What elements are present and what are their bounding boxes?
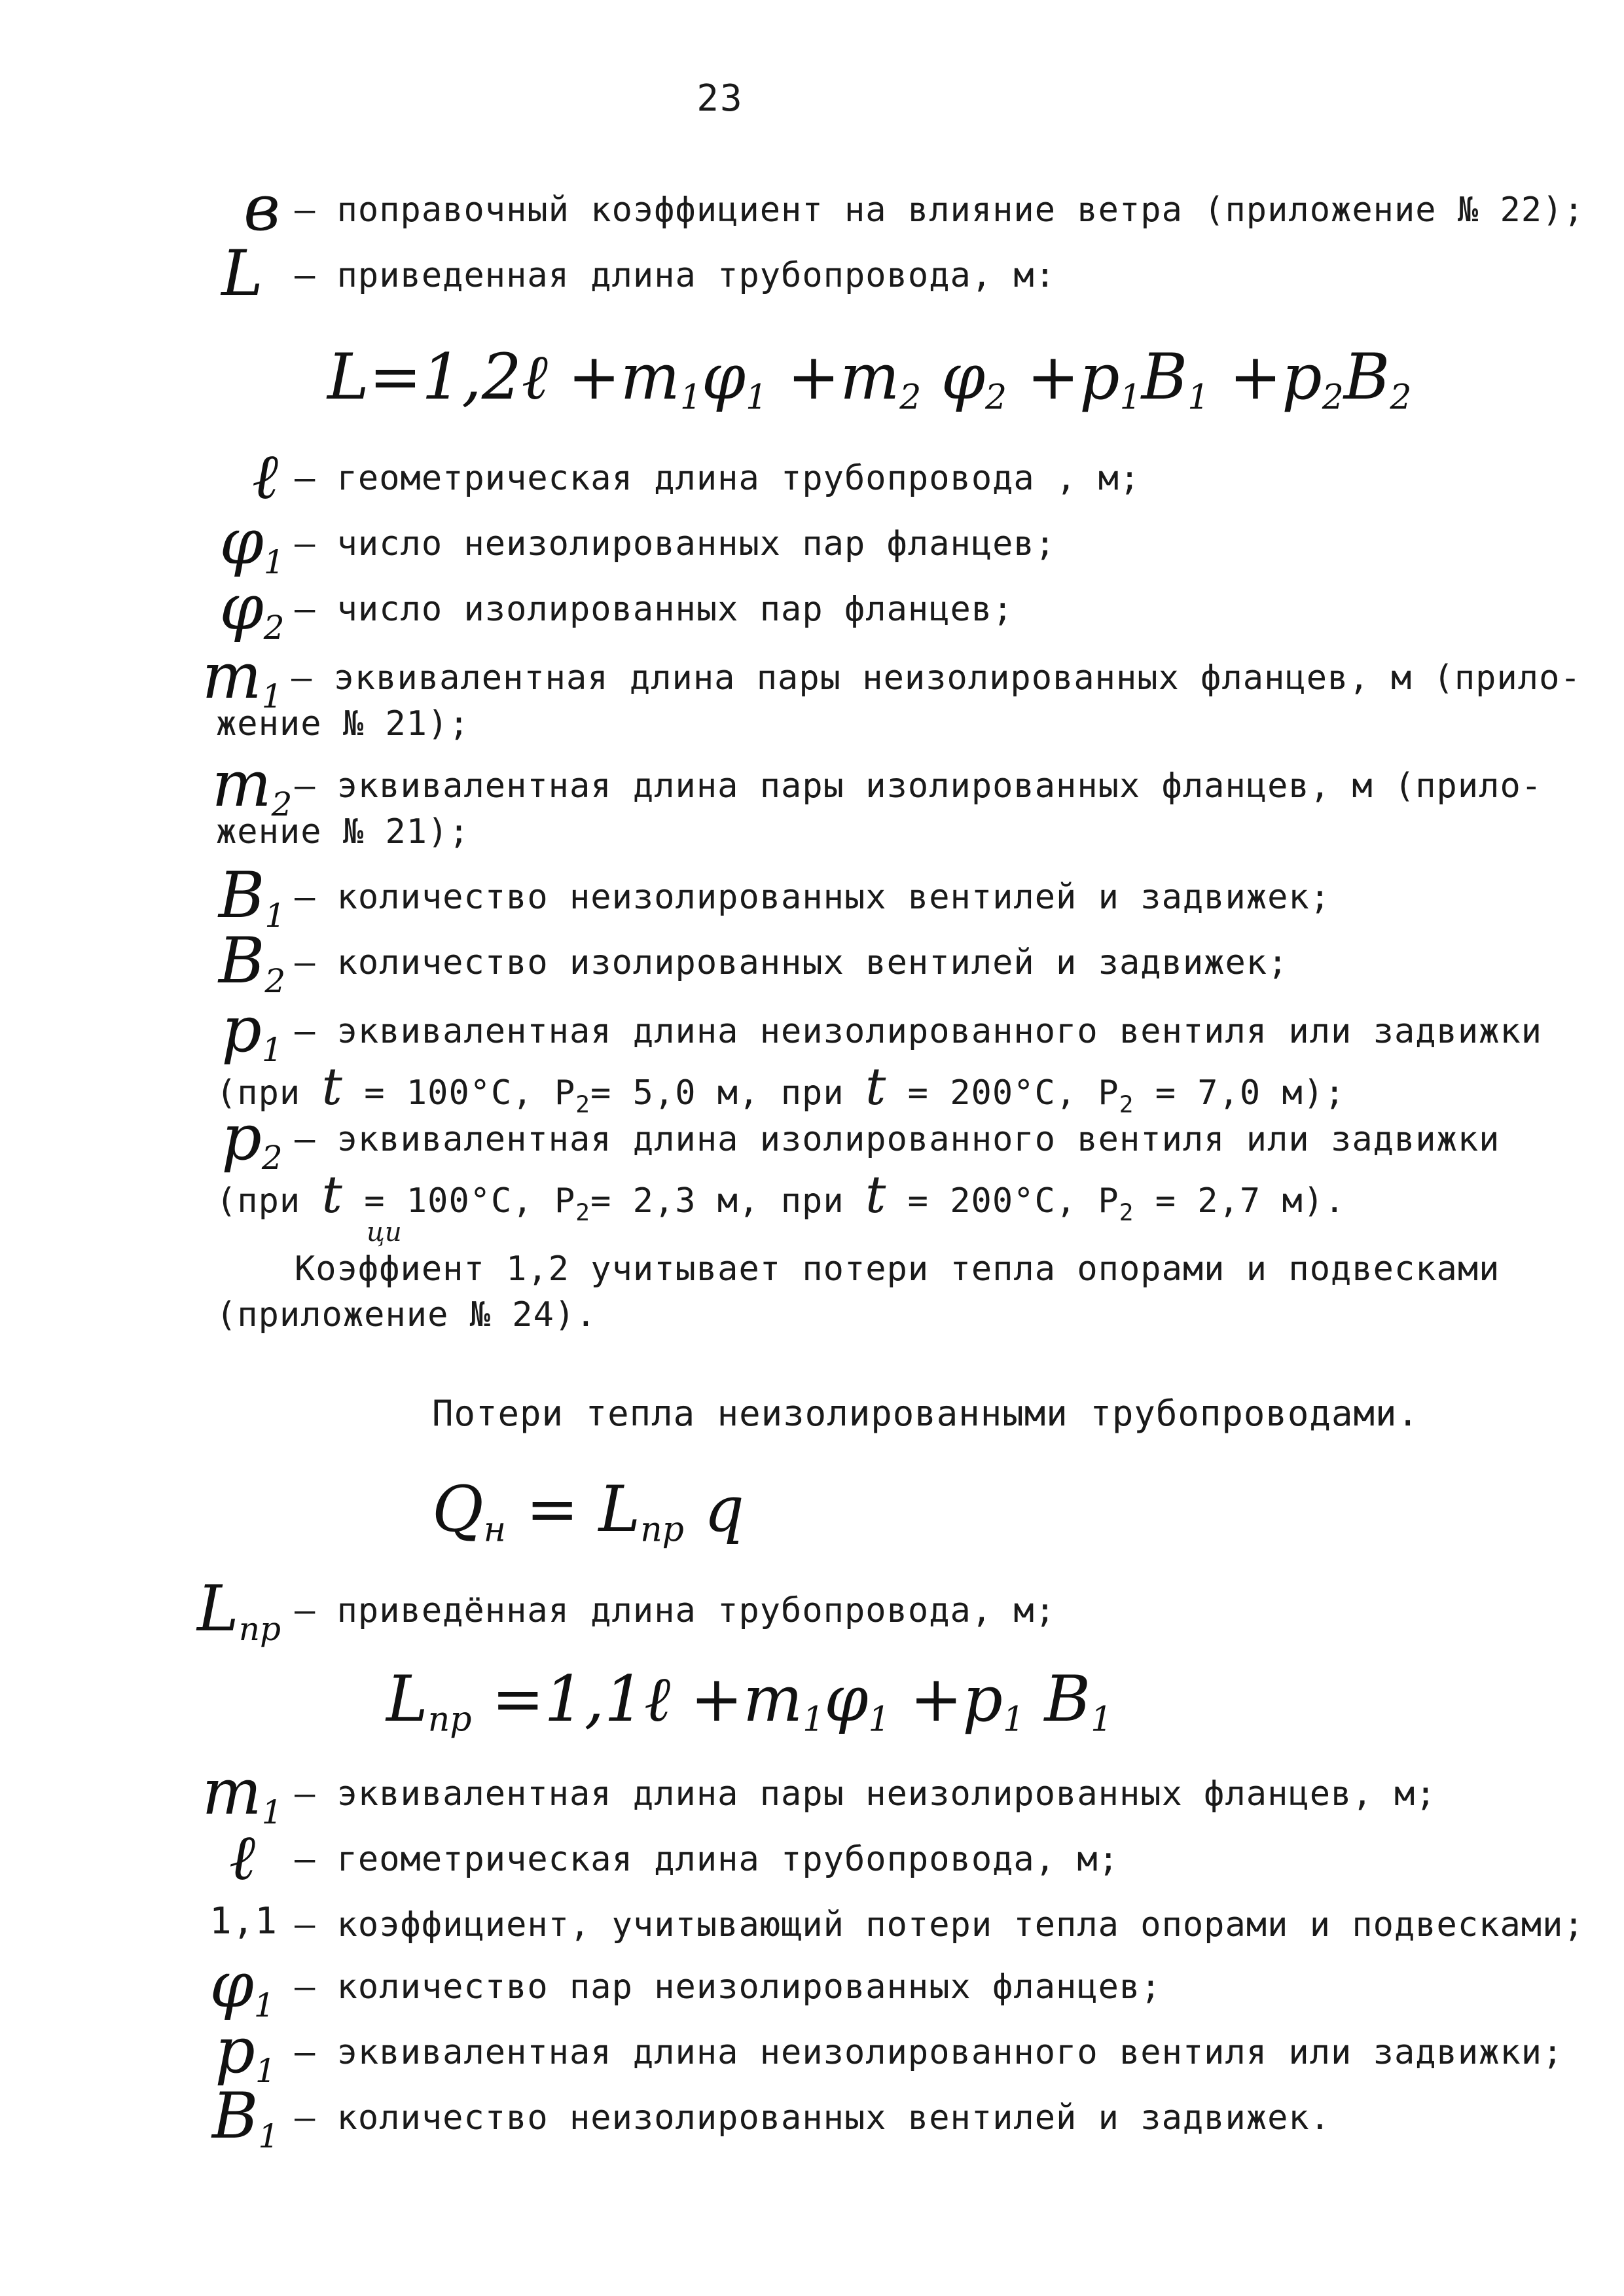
symbol-m2: $m_2$ [211, 747, 293, 823]
definition-text: – эквивалентная длина неизолированного вентиля или задвижки [295, 1012, 1543, 1051]
symbol-p1: $p_1$ [215, 2014, 276, 2090]
definition-text: – эквивалентная длина изолированного вентиля или задвижки [295, 1120, 1500, 1159]
symbol-coefficient: 1,1 [209, 1900, 278, 1943]
symbol-L: L [221, 237, 263, 310]
definition-text: – поправочный коэффициент на влияние ветра (приложение № 22); [295, 190, 1585, 230]
definition-text: – эквивалентная длина пары изолированных фланцев, м (прило- [295, 766, 1543, 806]
symbol-B2: $B_2$ [218, 924, 286, 1000]
page-number: 23 [696, 77, 744, 120]
note-line-2: (приложение № 24). [216, 1295, 597, 1335]
definition-text-continued: (при t = 100°С, $Р_2= 5,0$ м, при t = 200°С, $Р_2 = 7,0$ м); [216, 1058, 1346, 1119]
definition-text: – геометрическая длина трубопровода , м; [295, 459, 1141, 498]
definition-text: – эквивалентная длина пары неизолированных фланцев, м; [295, 1774, 1437, 1814]
symbol-p2: $p_2$ [221, 1101, 283, 1177]
symbol-phi1: $\varphi_1$ [209, 1948, 275, 2024]
symbol-m1: $m_1$ [202, 639, 283, 715]
definition-text: – эквивалентная длина пары неизолированных фланцев, м (прило- [291, 658, 1581, 698]
definition-text: – количество изолированных вентилей и задвижек; [295, 943, 1289, 982]
symbol-Lpr: $L_{пр}$ [197, 1572, 281, 1648]
definition-text: – эквивалентная длина неизолированного вентиля или задвижки; [295, 2033, 1564, 2072]
formula-L: L=1,2ℓ $+m_1\varphi_1 +m_2$ $\varphi_2 +p_1B_1 +p_2B_2$ [327, 340, 1412, 418]
definition-text: – количество неизолированных вентилей и задвижек. [295, 2098, 1331, 2138]
section-heading: Потери тепла неизолированными трубопроводами. [432, 1393, 1419, 1434]
definition-text-continued: жение № 21); [216, 704, 470, 744]
definition-text: — приведенная длина трубопровода, м: [295, 256, 1056, 295]
handwritten-insert: ци [367, 1217, 402, 1247]
note-line-1: Коэффиент 1,2 учитывает потери тепла опорами и подвесками [295, 1249, 1500, 1289]
definition-text: – геометрическая длина трубопровода, м; [295, 1840, 1119, 1879]
definition-text: – число изолированных пар фланцев; [295, 590, 1014, 629]
formula-Q: $Q_н = L_{пр}$ q [432, 1473, 744, 1550]
symbol-m1: $m_1$ [202, 1755, 283, 1831]
definition-text: – приведённая длина трубопровода, м; [295, 1591, 1056, 1630]
symbol-l: ℓ [252, 440, 278, 513]
definition-text-continued: жение № 21); [216, 812, 470, 852]
definition-text: – количество пар неизолированных фланцев; [295, 1967, 1162, 2007]
symbol-phi1: $\varphi_1$ [219, 505, 285, 581]
definition-text: – число неизолированных пар фланцев; [295, 524, 1056, 564]
symbol-b: в [244, 171, 280, 245]
symbol-B1: $B_1$ [218, 859, 286, 935]
symbol-l: ℓ [229, 1821, 255, 1894]
symbol-p1: $p_1$ [221, 993, 283, 1069]
definition-text-continued: (при t = 100°С, $Р_2= 2,3$ м, при t = 200°С, $Р_2 = 2,7$ м). [216, 1166, 1346, 1227]
definition-text: – количество неизолированных вентилей и задвижек; [295, 878, 1331, 917]
symbol-B1: $B_1$ [211, 2079, 280, 2155]
definition-text: – коэффициент, учитывающий потери тепла опорами и подвесками; [295, 1905, 1585, 1945]
formula-Lpr: $L_{пр}$ =1,1ℓ $+m_1\varphi_1 +p_1$ $B_1$ [386, 1662, 1113, 1740]
symbol-phi2: $\varphi_2$ [219, 571, 285, 647]
